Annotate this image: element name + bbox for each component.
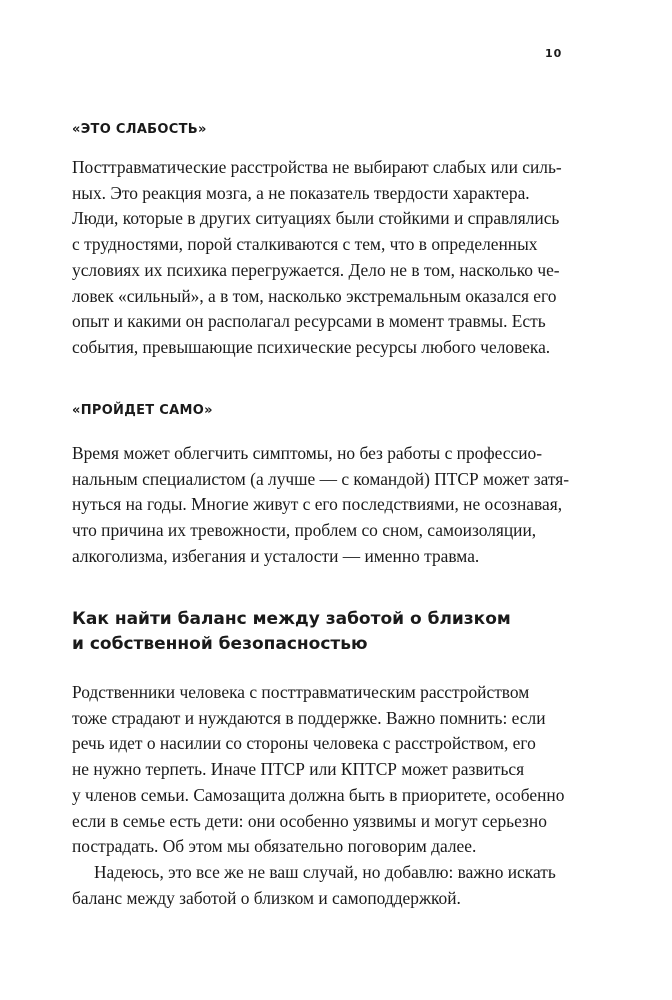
- text-line: опыт и какими он располагал ресурсами в момент травмы. Есть: [72, 311, 546, 332]
- section-title-line: Как найти баланс между заботой о близком: [72, 609, 511, 629]
- text-line: не нужно терпеть. Иначе ПТСР или КПТСР может развиться: [72, 759, 525, 780]
- text-line: с трудностями, порой сталкиваются с тем, что в определенных: [72, 234, 538, 255]
- text-line: баланс между заботой о близком и самоподдержкой.: [72, 887, 461, 908]
- myth2-paragraph: [72, 441, 612, 570]
- text-line: Посттравматические расстройства не выбирают слабых или силь-: [72, 157, 562, 177]
- text-line: Родственники человека с посттравматическим расстройством: [72, 682, 530, 702]
- section-title-line: и собственной безопасностью: [72, 634, 368, 654]
- section-paragraph-1: [72, 680, 612, 860]
- page-number: 10: [545, 47, 563, 60]
- text-line: Надеюсь, это все же не ваш случай, но добавлю: важно искать: [94, 862, 556, 882]
- text-line: Люди, которые в других ситуациях были стойкими и справлялись: [72, 208, 560, 229]
- text-line: нальным специалистом (а лучше — с командой) ПТСР может затя-: [72, 468, 570, 489]
- section-paragraph-2: [72, 860, 612, 911]
- myth1-heading: «ЭТО СЛАБОСТЬ»: [72, 122, 207, 137]
- text-line: тоже страдают и нуждаются в поддержке. Важно помнить: если: [72, 707, 546, 728]
- text-line: речь идет о насилии со стороны человека с расстройством, его: [72, 733, 536, 754]
- text-line: нуться на годы. Многие живут с его последствиями, не осознавая,: [72, 494, 563, 515]
- text-line: если в семье есть дети: они особенно уязвимы и могут серьезно: [72, 810, 547, 831]
- myth1-paragraph: [72, 155, 612, 361]
- text-line: ных. Это реакция мозга, а не показатель твердости характера.: [72, 182, 530, 203]
- text-line: у членов семьи. Самозащита должна быть в приоритете, особенно: [72, 784, 565, 805]
- text-line: что причина их тревожности, проблем со сном, самоизоляции,: [72, 520, 537, 541]
- text-line: условиях их психика перегружается. Дело не в том, насколько че-: [72, 259, 560, 280]
- text-line: пострадать. Об этом мы обязательно поговорим далее.: [72, 836, 477, 857]
- section-title: [72, 607, 612, 657]
- text-line: Время может облегчить симптомы, но без работы с профессио-: [72, 443, 543, 463]
- text-line: алкоголизма, избегания и усталости — именно травма.: [72, 545, 480, 566]
- myth2-heading: «ПРОЙДЕТ САМО»: [72, 403, 213, 418]
- text-line: ловек «сильный», а в том, насколько экстремальным оказался его: [72, 285, 557, 306]
- text-line: события, превышающие психические ресурсы любого человека.: [72, 336, 551, 357]
